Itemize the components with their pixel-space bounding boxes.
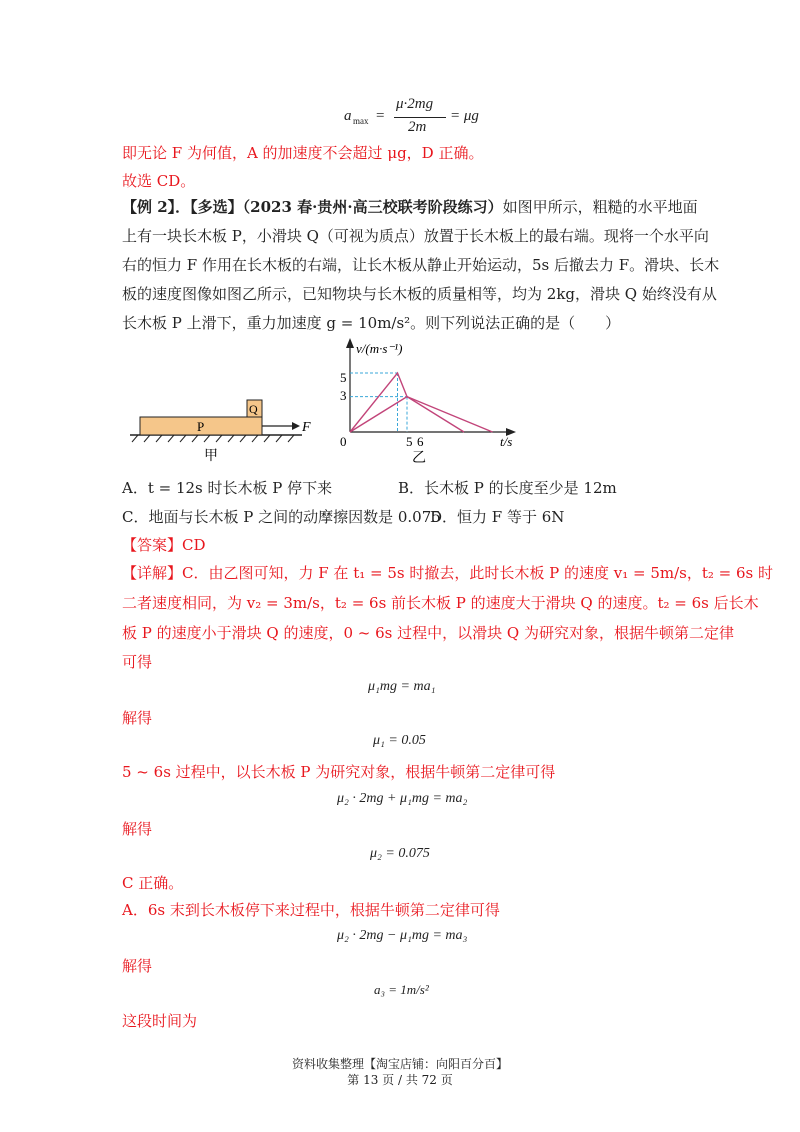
equation-3: μ₂ · 2mg + μ₁mg = ma₂ (337, 791, 468, 806)
block-Q-label: Q (249, 402, 258, 416)
example-line-2: 上有一块长木板 P，小滑块 Q（可视为质点）放置于长木板上的最右端。现将一个水平向 (122, 227, 709, 245)
example-line-3: 右的恒力 F 作用在长木板的右端，让长木板从静止开始运动，5s 后撤去力 F。滑块、长木 (122, 256, 720, 274)
figure-yi (330, 336, 530, 470)
ground-hatching (132, 435, 294, 442)
formula-rhs: = μg (450, 108, 479, 124)
solve-label-2: 解得 (122, 820, 153, 838)
detail-line-2: 二者速度相同，为 v₂ = 3m/s，t₂ = 6s 前长木板 P 的速度大于滑块 Q 的速度。t₂ = 6s 后长木 (122, 594, 759, 612)
x-tick-5: 5 (406, 434, 413, 449)
x-tick-6: 6 (417, 434, 424, 449)
formula-lhs-sub: max (353, 116, 369, 126)
y-tick-5: 5 (340, 370, 347, 385)
fraction-bar (394, 117, 446, 118)
detail-line-4: 可得 (122, 653, 153, 671)
option-A: A．t = 12s 时长木板 P 停下来 (122, 479, 333, 497)
solve-label-3: 解得 (122, 957, 153, 975)
y-tick-3: 3 (340, 388, 347, 403)
series-line-2 (350, 397, 493, 432)
figure-jia (122, 380, 332, 470)
equation-5: μ₂ · 2mg − μ₁mg = ma₃ (337, 928, 468, 943)
detail-line-8: 这段时间为 (122, 1012, 198, 1030)
detail-line-6: C 正确。 (122, 874, 184, 892)
label-yi: 乙 (412, 451, 426, 466)
example-line-1 (122, 197, 698, 217)
option-C: C．地面与长木板 P 之间的动摩擦因数是 0.075 (122, 508, 441, 526)
detail-line-3: 板 P 的速度小于滑块 Q 的速度，0 ~ 6s 过程中，以滑块 Q 为研究对象，根据牛顿第二定律 (122, 624, 734, 642)
choose-text: 故选 CD。 (122, 172, 196, 190)
option-D: D．恒力 F 等于 6N (430, 508, 565, 526)
conclusion-text: 即无论 F 为何值，A 的加速度不会超过 μg，D 正确。 (122, 144, 484, 162)
x-axis-label: t/s (500, 434, 513, 449)
solve-label-1: 解得 (122, 709, 153, 727)
force-arrowhead (292, 422, 300, 430)
board-P-label: P (197, 419, 205, 434)
answer-text: 【答案】CD (122, 536, 206, 554)
example-line-4: 板的速度图像如图乙所示，已知物块与长木板的质量相等，均为 2kg，滑块 Q 始终没有从 (122, 285, 717, 303)
option-B: B．长木板 P 的长度至少是 12m (398, 479, 617, 497)
force-label: F (302, 420, 311, 435)
footer-source: 资料收集整理【淘宝店铺：向阳百分百】 (291, 1057, 508, 1071)
detail-line-7: A．6s 末到长木板停下来过程中，根据牛顿第二定律可得 (122, 901, 500, 919)
formula-den: 2m (408, 119, 427, 135)
example-line-5: 长木板 P 上滑下，重力加速度 g = 10m/s²。则下列说法正确的是（ ） (122, 314, 621, 332)
formula-lhs: a (344, 108, 352, 124)
equation-6: a₃ = 1m/s² (374, 982, 429, 997)
example-tag: 【例 2】．【多选】（2023 春·贵州·高三校联考阶段练习） (122, 198, 503, 216)
series-group (350, 373, 493, 432)
equation-4: μ₂ = 0.075 (370, 846, 430, 861)
example-line-1-rest: 如图甲所示，粗糙的水平地面 (502, 198, 698, 216)
formula-num: μ·2mg (396, 96, 434, 112)
detail-line-1: 【详解】C．由乙图可知，力 F 在 t₁ = 5s 时撤去，此时长木板 P 的速度 v₁ = 5m/s，t₂ = 6s 时 (122, 564, 774, 582)
equation-1: μ₁mg = ma₁ (368, 679, 436, 694)
equals-sign: = (376, 108, 385, 124)
y-axis-label: v/(m·s⁻¹) (356, 341, 403, 356)
equation-2: μ₁ = 0.05 (373, 733, 426, 748)
label-jia: 甲 (204, 449, 218, 464)
detail-line-5: 5 ~ 6s 过程中，以长木板 P 为研究对象，根据牛顿第二定律可得 (122, 763, 556, 781)
footer-page-number: 第 13 页 / 共 72 页 (347, 1073, 453, 1087)
y-axis-arrow (346, 338, 354, 348)
x-tick-0: 0 (340, 434, 347, 449)
